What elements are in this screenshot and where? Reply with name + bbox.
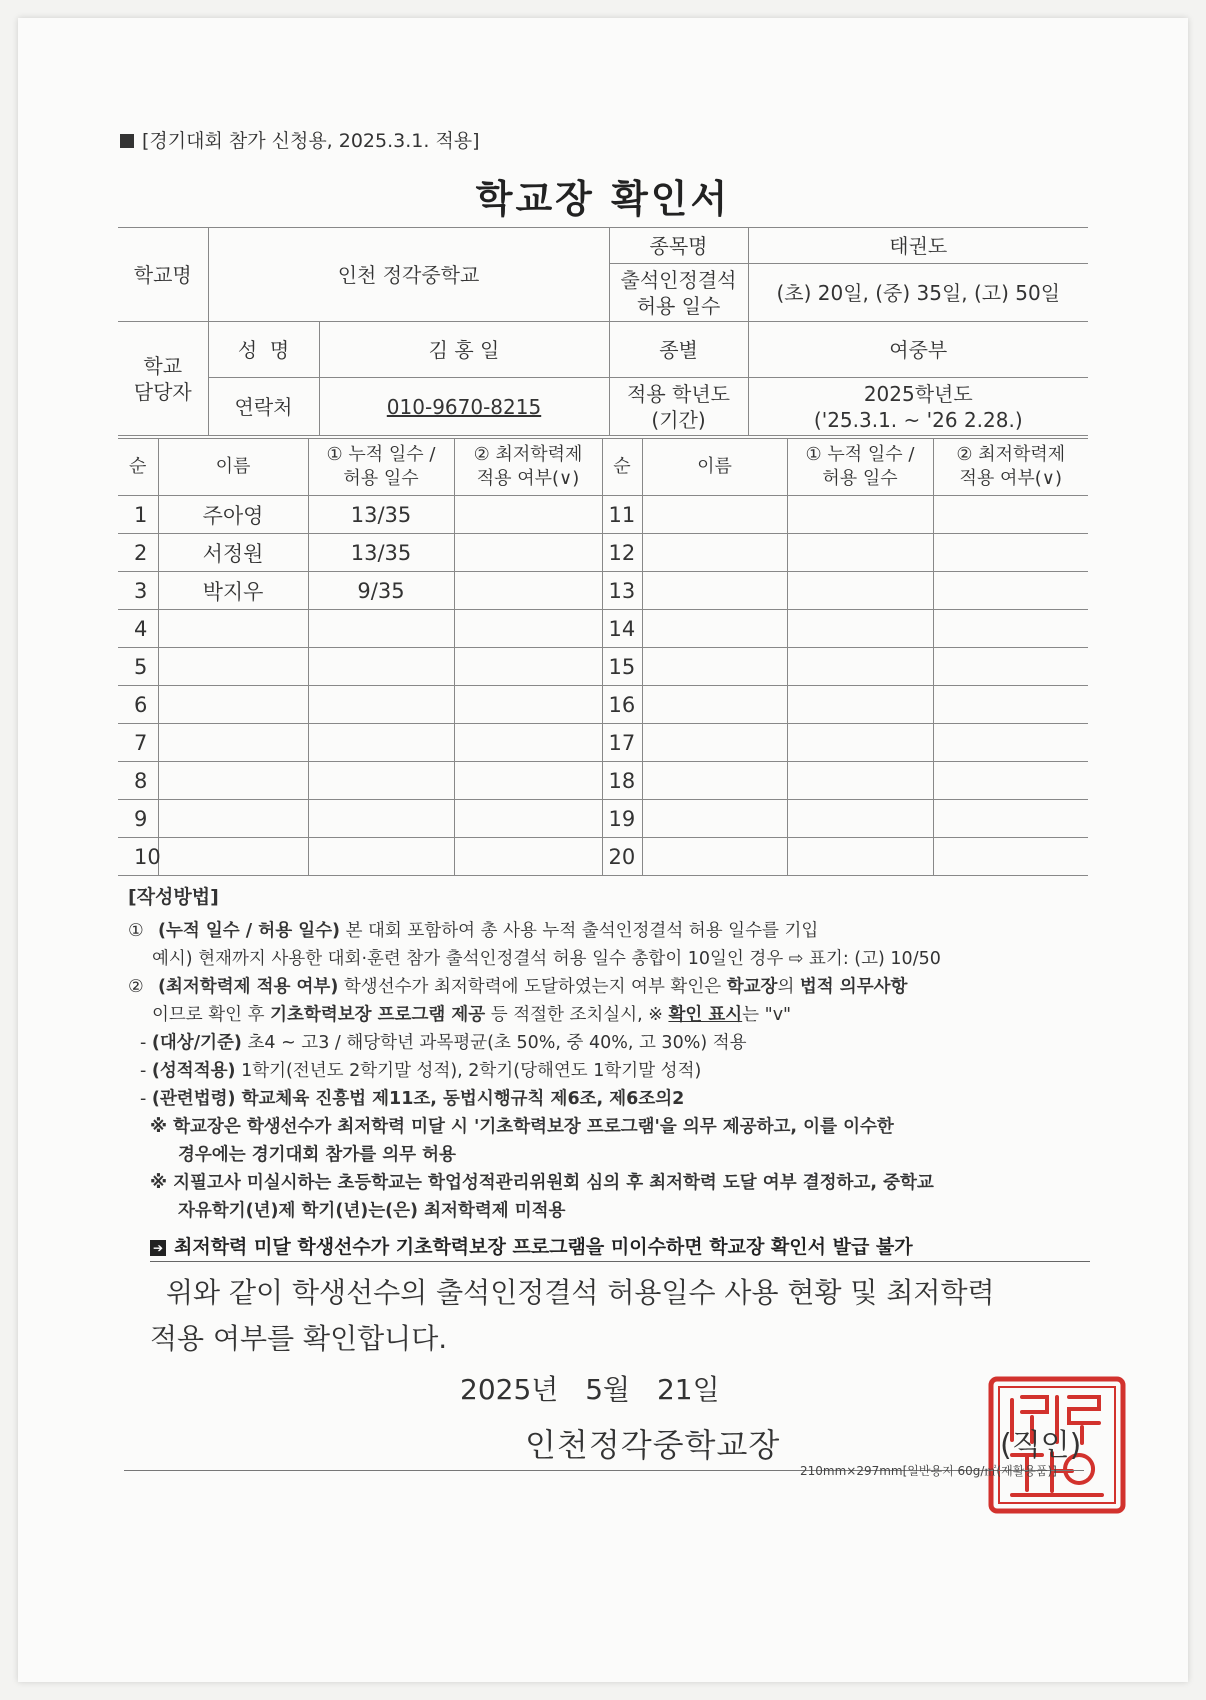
student-days bbox=[308, 800, 454, 838]
method-note1-line1: ※ 학교장은 학생선수가 최저학력 미달 시 '기초학력보장 프로그램'을 의무 제공하고, 이를 이수한 bbox=[150, 1117, 894, 1137]
absence-label bbox=[609, 264, 748, 322]
header-check-line1: ② 최저학력제 bbox=[473, 443, 583, 465]
student-name bbox=[158, 686, 308, 724]
student-check bbox=[454, 762, 602, 800]
student-days: 13/35 bbox=[308, 534, 454, 572]
item2-number: ② bbox=[128, 977, 144, 997]
student-days bbox=[308, 686, 454, 724]
header-check-right-line2: 적용 여부(∨) bbox=[959, 468, 1062, 489]
confirm-text bbox=[150, 1270, 1080, 1362]
header-check-line2: 적용 여부(∨) bbox=[476, 468, 580, 489]
header-no: 순 bbox=[118, 439, 158, 496]
student-table bbox=[118, 438, 1088, 876]
header-name: 이름 bbox=[158, 439, 308, 496]
sub2-text: 1학기(전년도 2학기말 성적), 2학기(당해연도 1학기말 성적) bbox=[235, 1061, 702, 1081]
method-note2-line1: ※ 지필고사 미실시하는 초등학교는 학업성적관리위원회 심의 후 최저학력 도달 여부 결정하고, 중학교 bbox=[150, 1173, 934, 1193]
student-name bbox=[158, 610, 308, 648]
school-name: 인천 정각중학교 bbox=[208, 228, 609, 322]
method-note2-line2: 자유학기(년)제 학기(년)는(은) 최저학력제 미적용 bbox=[178, 1201, 566, 1221]
student-check-right bbox=[933, 724, 1088, 762]
name-label: 성 명 bbox=[208, 322, 319, 378]
student-table-body bbox=[118, 496, 1088, 876]
table-row bbox=[118, 838, 1088, 876]
year-label-line1: 적용 학년도 bbox=[627, 381, 730, 406]
student-days-right bbox=[787, 648, 933, 686]
student-name-right bbox=[642, 496, 787, 534]
contact-value-text: 010-9670-8215 bbox=[386, 394, 542, 419]
sub2-bold: (성적적용) bbox=[151, 1061, 236, 1081]
category-value: 여중부 bbox=[748, 322, 1088, 378]
method-title: [작성방법] bbox=[128, 886, 219, 908]
student-name-right bbox=[642, 534, 787, 572]
table-row bbox=[118, 800, 1088, 838]
header-check-right-line1: ② 최저학력제 bbox=[956, 443, 1066, 465]
row-number: 7 bbox=[118, 724, 158, 762]
manager-label-line2: 담당자 bbox=[133, 379, 192, 404]
student-days: 9/35 bbox=[308, 572, 454, 610]
student-check-right bbox=[933, 800, 1088, 838]
method-note1-line2: 경우에는 경기대회 참가를 의무 허용 bbox=[178, 1145, 456, 1165]
row-number-right: 15 bbox=[602, 648, 642, 686]
sub3-text: 학교체육 진흥법 제11조, 동법시행규칙 제6조, 제6조의2 bbox=[235, 1089, 685, 1109]
method-section bbox=[128, 883, 1088, 1225]
table-row bbox=[118, 648, 1088, 686]
table-row bbox=[118, 572, 1088, 610]
absence-label-line1: 출석인정결석 bbox=[620, 267, 737, 292]
student-days-right bbox=[787, 610, 933, 648]
row-number: 2 bbox=[118, 534, 158, 572]
arrow-box-icon: ➔ bbox=[150, 1240, 166, 1256]
item1-bold: (누적 일수 / 허용 일수) bbox=[158, 921, 340, 941]
student-name-right bbox=[642, 762, 787, 800]
row-number-right: 11 bbox=[602, 496, 642, 534]
item2-line2-bold: 기초학력보장 프로그램 제공 bbox=[270, 1005, 486, 1025]
confirm-line2: 적용 여부를 확인합니다. bbox=[150, 1322, 448, 1355]
student-name bbox=[158, 838, 308, 876]
row-number-right: 12 bbox=[602, 534, 642, 572]
row-number: 5 bbox=[118, 648, 158, 686]
student-name bbox=[158, 800, 308, 838]
seal-label: (직인) bbox=[1000, 1428, 1082, 1463]
student-check bbox=[454, 572, 602, 610]
student-days bbox=[308, 724, 454, 762]
confirm-line1: 위와 같이 학생선수의 출석인정결석 허용일수 사용 현황 및 최저학력 bbox=[166, 1276, 995, 1309]
sub1-text: 초4 ~ 고3 / 해당학년 과목평균(초 50%, 중 40%, 고 30%) 적용 bbox=[241, 1033, 747, 1053]
info-table bbox=[118, 227, 1088, 436]
name-value: 김 홍 일 bbox=[319, 322, 609, 378]
method-item1-example: 예시) 현재까지 사용한 대회·훈련 참가 출석인정결석 허용 일수 총합이 10일인 경우 ⇨ 표기: (고) 10/50 bbox=[152, 949, 941, 969]
item1-number: ① bbox=[128, 921, 144, 941]
student-check bbox=[454, 648, 602, 686]
student-days bbox=[308, 762, 454, 800]
student-name-right bbox=[642, 648, 787, 686]
header-days-line2: 허용 일수 bbox=[343, 468, 419, 489]
student-name bbox=[158, 648, 308, 686]
row-number: 8 bbox=[118, 762, 158, 800]
header-check-right bbox=[933, 439, 1088, 496]
row-number-right: 13 bbox=[602, 572, 642, 610]
item2-bold-d: 법적 의무사항 bbox=[799, 977, 908, 997]
student-check bbox=[454, 610, 602, 648]
year-label bbox=[609, 378, 748, 436]
header-days bbox=[308, 439, 454, 496]
contact-value bbox=[319, 378, 609, 436]
square-bullet-icon bbox=[120, 134, 134, 148]
header-no-right: 순 bbox=[602, 439, 642, 496]
item2-text-c: 의 bbox=[777, 977, 800, 997]
table-row bbox=[118, 762, 1088, 800]
item2-line2-mark: 확인 표시 bbox=[668, 1005, 743, 1025]
method-item1 bbox=[128, 917, 1088, 945]
header-days-line1: ① 누적 일수 / bbox=[326, 443, 436, 465]
year-value-line2: ('25.3.1. ~ '26 2.28.) bbox=[813, 407, 1023, 432]
table-row bbox=[118, 610, 1088, 648]
student-days-right bbox=[787, 686, 933, 724]
student-days-right bbox=[787, 838, 933, 876]
paper-spec: 210mm×297mm[일반용지 60g/㎡(재활용품)] bbox=[800, 1464, 1057, 1478]
header-name-right: 이름 bbox=[642, 439, 787, 496]
table-row bbox=[118, 724, 1088, 762]
manager-label bbox=[118, 322, 208, 436]
item2-bold: (최저학력제 적용 여부) bbox=[158, 977, 339, 997]
student-days bbox=[308, 610, 454, 648]
table-row bbox=[118, 686, 1088, 724]
school-label: 학교명 bbox=[118, 228, 208, 322]
method-item2 bbox=[128, 973, 1088, 1001]
student-name-right bbox=[642, 572, 787, 610]
student-name: 서정원 bbox=[158, 534, 308, 572]
student-check-right bbox=[933, 496, 1088, 534]
row-number-right: 19 bbox=[602, 800, 642, 838]
sport-value: 태권도 bbox=[748, 228, 1088, 264]
warning-text: 최저학력 미달 학생선수가 기초학력보장 프로그램을 미이수하면 학교장 확인서 발급 불가 bbox=[174, 1236, 913, 1258]
item2-line2-a: 이므로 확인 후 bbox=[152, 1005, 271, 1025]
student-check bbox=[454, 724, 602, 762]
student-check-right bbox=[933, 762, 1088, 800]
row-number: 4 bbox=[118, 610, 158, 648]
item2-line2-b: 등 적절한 조치실시, ※ bbox=[485, 1005, 669, 1025]
student-check bbox=[454, 838, 602, 876]
contact-label: 연락처 bbox=[208, 378, 319, 436]
student-days bbox=[308, 648, 454, 686]
header-check bbox=[454, 439, 602, 496]
item1-text: 본 대회 포함하여 총 사용 누적 출석인정결석 허용 일수를 기입 bbox=[340, 921, 819, 941]
student-check-right bbox=[933, 838, 1088, 876]
method-sub3: - (관련법령) 학교체육 진흥법 제11조, 동법시행규칙 제6조, 제6조의2 bbox=[140, 1089, 685, 1109]
student-name-right bbox=[642, 838, 787, 876]
method-sub1: - (대상/기준) 초4 ~ 고3 / 해당학년 과목평균(초 50%, 중 40%, 고 30%) 적용 bbox=[140, 1033, 747, 1053]
header-days-right bbox=[787, 439, 933, 496]
student-check-right bbox=[933, 686, 1088, 724]
row-number-right: 14 bbox=[602, 610, 642, 648]
year-value-line1: 2025학년도 bbox=[863, 381, 973, 406]
item2-text-a: 학생선수가 최저학력에 도달하였는지 여부 확인은 bbox=[338, 977, 727, 997]
row-number: 3 bbox=[118, 572, 158, 610]
category-label: 종별 bbox=[609, 322, 748, 378]
warning-line bbox=[150, 1232, 1090, 1262]
method-item2-line2 bbox=[128, 1001, 1088, 1029]
header-note bbox=[120, 126, 480, 153]
year-value bbox=[748, 378, 1088, 436]
student-days-right bbox=[787, 572, 933, 610]
row-number-right: 18 bbox=[602, 762, 642, 800]
student-name: 박지우 bbox=[158, 572, 308, 610]
sport-label: 종목명 bbox=[609, 228, 748, 264]
absence-value: (초) 20일, (중) 35일, (고) 50일 bbox=[748, 264, 1088, 322]
row-number-right: 17 bbox=[602, 724, 642, 762]
student-check bbox=[454, 534, 602, 572]
row-number: 6 bbox=[118, 686, 158, 724]
issue-date: 2025년 5월 21일 bbox=[460, 1373, 720, 1406]
method-sub2: - (성적적용) 1학기(전년도 2학기말 성적), 2학기(당해연도 1학기말 성적) bbox=[140, 1061, 702, 1081]
student-check-right bbox=[933, 610, 1088, 648]
student-name-right bbox=[642, 686, 787, 724]
row-number: 1 bbox=[118, 496, 158, 534]
table-row bbox=[118, 496, 1088, 534]
student-days-right bbox=[787, 534, 933, 572]
table-row bbox=[118, 534, 1088, 572]
absence-label-line2: 허용 일수 bbox=[636, 293, 721, 318]
student-days-right bbox=[787, 724, 933, 762]
row-number-right: 20 bbox=[602, 838, 642, 876]
student-name bbox=[158, 762, 308, 800]
row-number-right: 16 bbox=[602, 686, 642, 724]
student-check-right bbox=[933, 534, 1088, 572]
student-name bbox=[158, 724, 308, 762]
header-note-text: [경기대회 참가 신청용, 2025.3.1. 적용] bbox=[142, 130, 480, 152]
header-days-right-line2: 허용 일수 bbox=[822, 468, 898, 489]
year-label-line2: (기간) bbox=[651, 407, 706, 432]
student-name-right bbox=[642, 800, 787, 838]
student-check-right bbox=[933, 648, 1088, 686]
principal-name: 인천정각중학교장 bbox=[525, 1426, 781, 1464]
student-days-right bbox=[787, 496, 933, 534]
student-name-right bbox=[642, 724, 787, 762]
document-title: 학교장 확인서 bbox=[475, 177, 731, 221]
manager-label-line1: 학교 bbox=[143, 353, 183, 378]
row-number: 10 bbox=[118, 838, 158, 876]
student-check-right bbox=[933, 572, 1088, 610]
student-name: 주아영 bbox=[158, 496, 308, 534]
sub3-bold: (관련법령) bbox=[151, 1089, 236, 1109]
student-check bbox=[454, 800, 602, 838]
student-check bbox=[454, 686, 602, 724]
student-name-right bbox=[642, 610, 787, 648]
header-days-right-line1: ① 누적 일수 / bbox=[805, 443, 915, 465]
student-days-right bbox=[787, 762, 933, 800]
sub1-bold: (대상/기준) bbox=[151, 1033, 242, 1053]
item2-line2-c: 는 "v" bbox=[742, 1005, 792, 1025]
row-number: 9 bbox=[118, 800, 158, 838]
student-check bbox=[454, 496, 602, 534]
student-days: 13/35 bbox=[308, 496, 454, 534]
student-days-right bbox=[787, 800, 933, 838]
item2-bold-b: 학교장 bbox=[726, 977, 778, 997]
student-table-header bbox=[118, 439, 1088, 496]
student-days bbox=[308, 838, 454, 876]
